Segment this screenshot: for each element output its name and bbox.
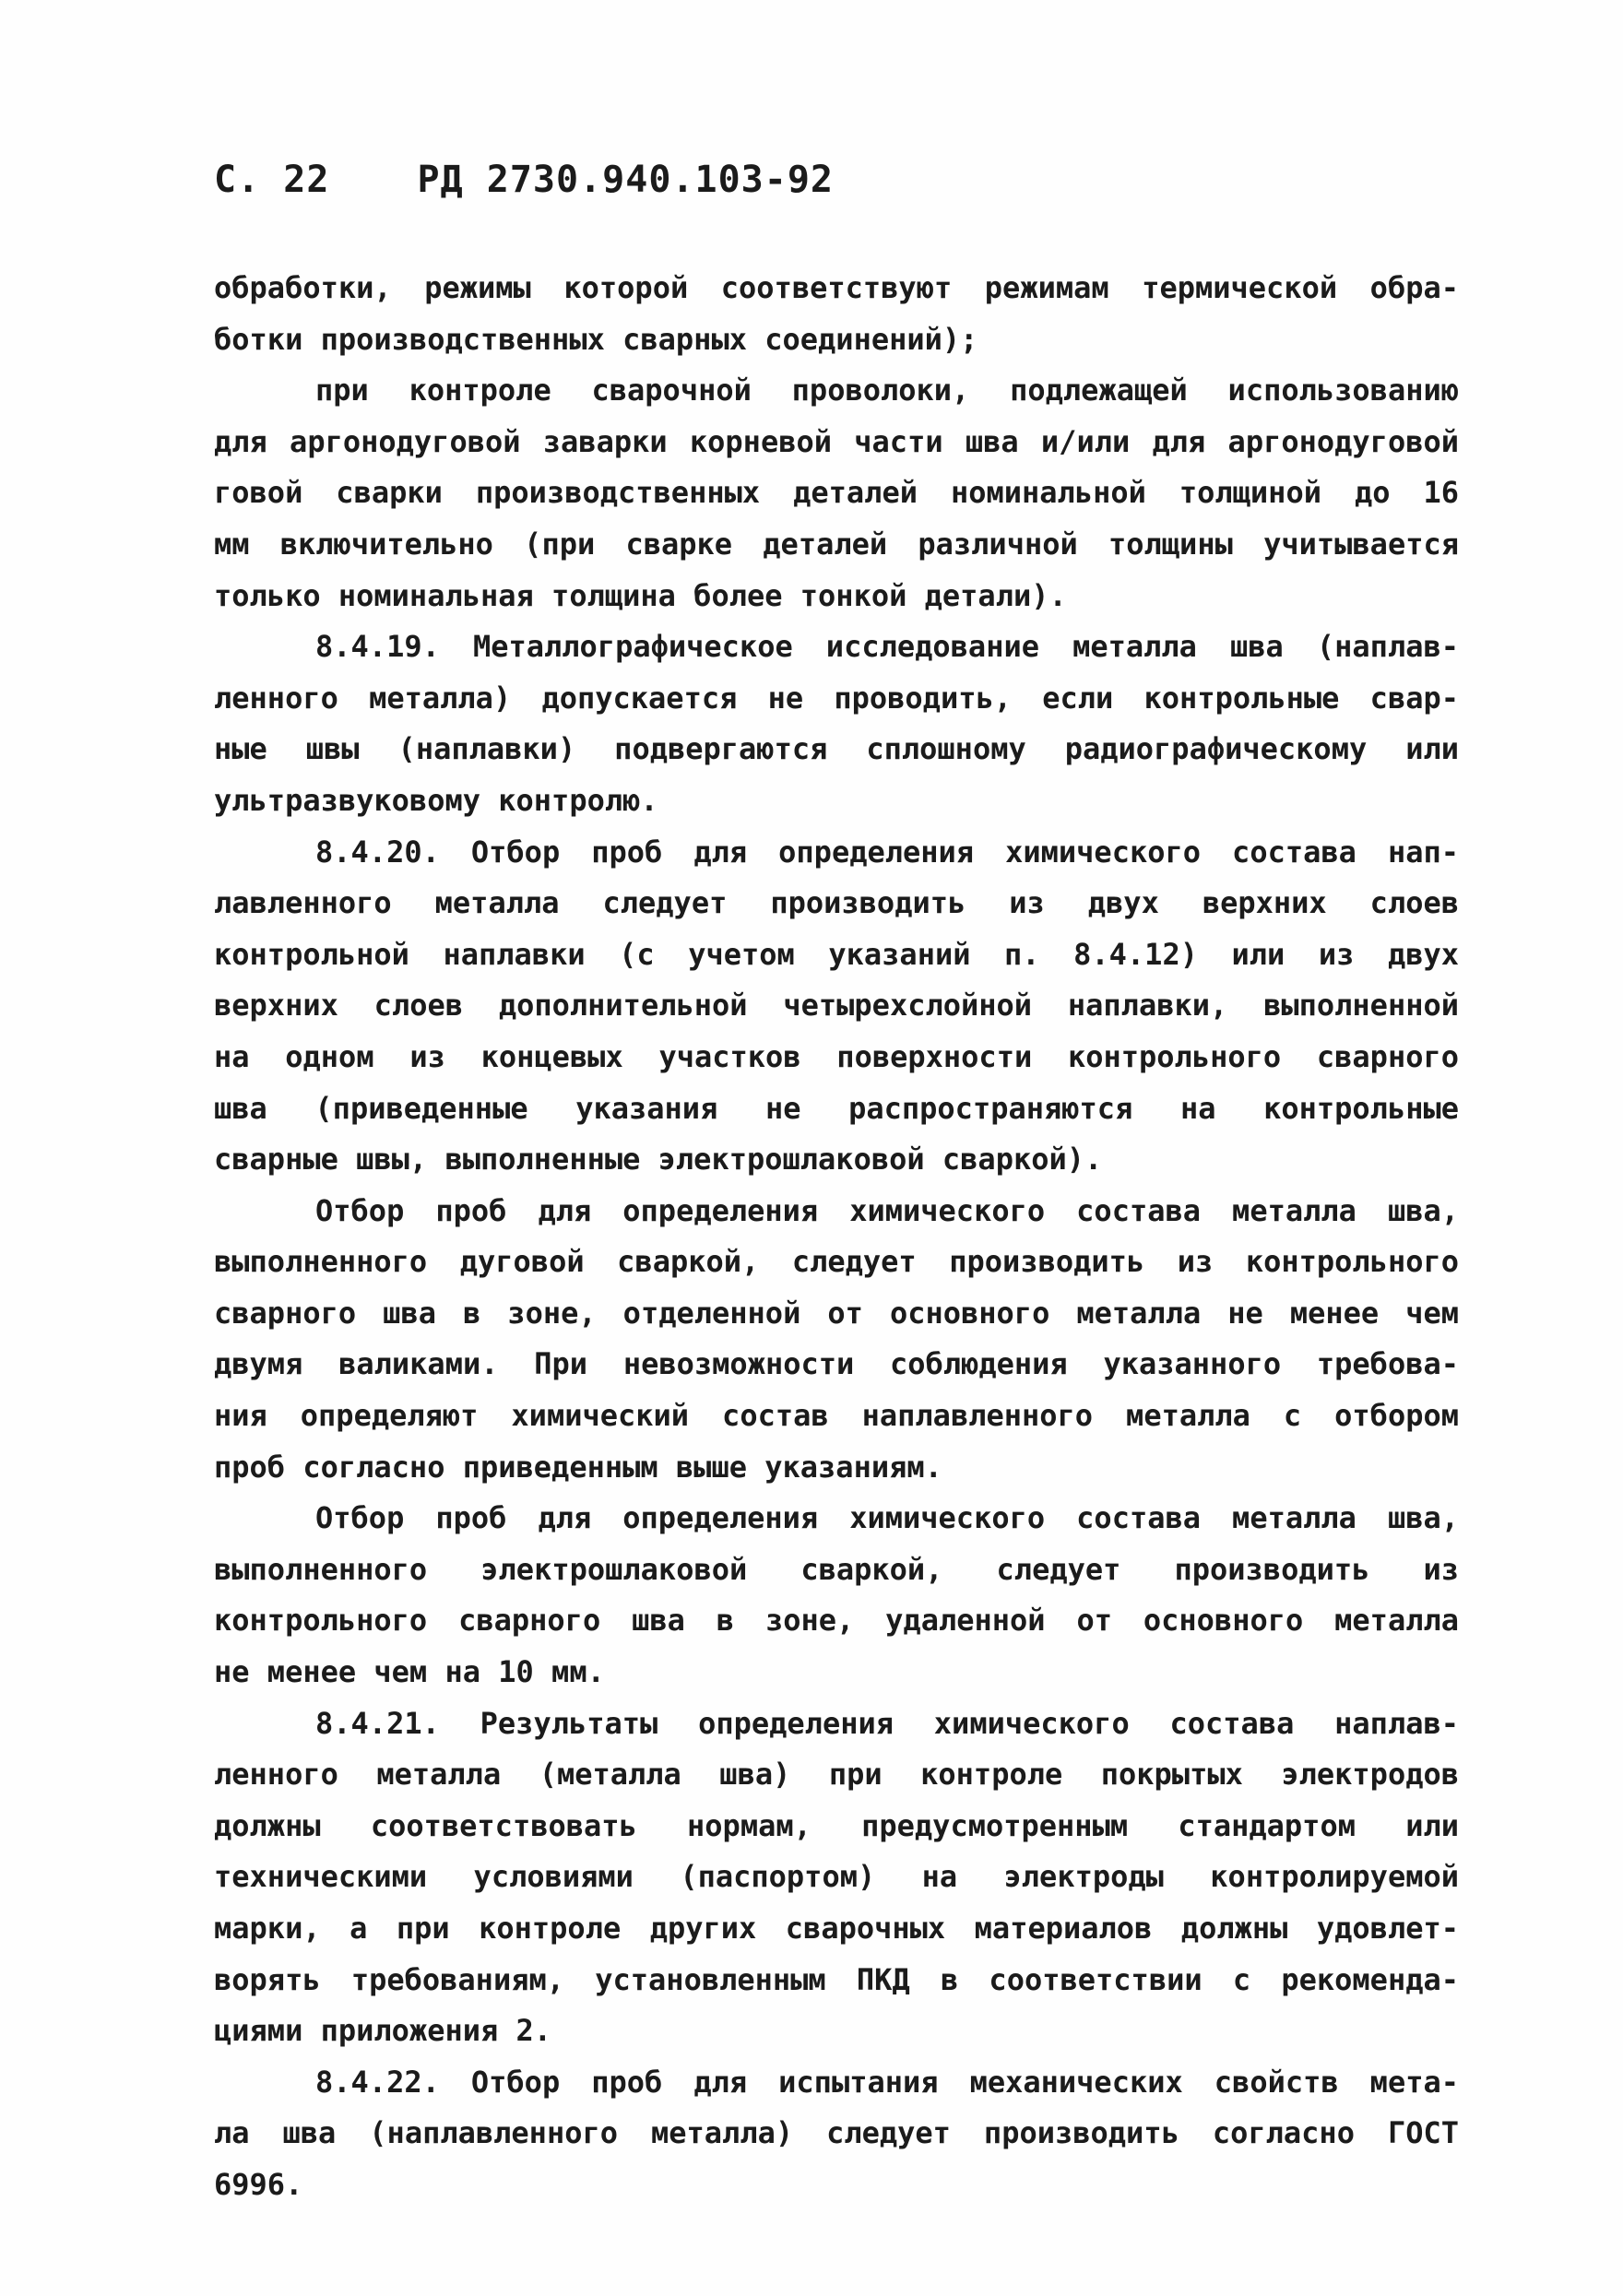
text-line: только номинальная толщина более тонкой детали). bbox=[214, 577, 1067, 613]
text-line: должны соответствовать нормам, предусмотренным стандартом или bbox=[214, 1807, 1459, 1843]
text-line: 6996. bbox=[214, 2166, 303, 2202]
text-line: для аргонодуговой заварки корневой части шва и/или для аргонодуговой bbox=[214, 423, 1459, 459]
text-line: выполненного дуговой сваркой, следует производить из контрольного bbox=[214, 1244, 1459, 1280]
text-line: мм включительно (при сварке деталей различной толщины учитывается bbox=[214, 526, 1459, 562]
text-line: марки, а при контроле других сварочных материалов должны удовлет- bbox=[214, 1911, 1459, 1946]
text-line: ные швы (наплавки) подвергаются сплошному радиографическому или bbox=[214, 731, 1459, 767]
text-line: обработки, режимы которой соответствуют режимам термической обра- bbox=[214, 270, 1459, 305]
text-line: ботки производственных сварных соединений); bbox=[214, 321, 978, 357]
text-line: 8.4.20. Отбор проб для определения химического состава нап- bbox=[315, 834, 1459, 870]
document-code: РД 2730.940.103-92 bbox=[417, 159, 834, 201]
text-line: циями приложения 2. bbox=[214, 2013, 552, 2049]
text-line: Отбор проб для определения химического состава металла шва, bbox=[315, 1500, 1459, 1536]
text-line: сварного шва в зоне, отделенной от основного металла не менее чем bbox=[214, 1295, 1459, 1331]
text-line: на одном из концевых участков поверхности контрольного сварного bbox=[214, 1038, 1459, 1074]
text-line: не менее чем на 10 мм. bbox=[214, 1654, 605, 1690]
text-line: 8.4.22. Отбор проб для испытания механических свойств мета- bbox=[315, 2064, 1459, 2100]
text-line: верхних слоев дополнительной четырехслойной наплавки, выполненной bbox=[214, 988, 1459, 1024]
text-line: техническими условиями (паспортом) на электроды контролируемой bbox=[214, 1859, 1459, 1895]
text-line: ленного металла (металла шва) при контроле покрытых электродов bbox=[214, 1757, 1459, 1793]
text-line: проб согласно приведенным выше указаниям. bbox=[214, 1449, 942, 1485]
text-line: ультразвуковому контролю. bbox=[214, 782, 658, 818]
text-line: ворять требованиям, установленным ПКД в соответствии с рекоменда- bbox=[214, 1961, 1459, 1997]
text-line: лавленного металла следует производить из двух верхних слоев bbox=[214, 885, 1459, 921]
document-body bbox=[214, 263, 1459, 2211]
text-line: при контроле сварочной проволоки, подлежащей использованию bbox=[315, 373, 1459, 408]
page-header bbox=[214, 159, 834, 201]
text-line: 8.4.19. Металлографическое исследование металла шва (наплав- bbox=[315, 629, 1459, 665]
text-line: контрольной наплавки (с учетом указаний п. 8.4.12) или из двух bbox=[214, 936, 1459, 972]
text-line: контрольного сварного шва в зоне, удаленной от основного металла bbox=[214, 1603, 1459, 1639]
text-line: сварные швы, выполненные электрошлаковой сваркой). bbox=[214, 1142, 1103, 1178]
text-line: ния определяют химический состав наплавленного металла с отбором bbox=[214, 1398, 1459, 1434]
text-line: выполненного электрошлаковой сваркой, следует производить из bbox=[214, 1551, 1459, 1587]
text-line: 8.4.21. Результаты определения химического состава наплав- bbox=[315, 1705, 1459, 1741]
text-line: ленного металла) допускается не проводить, если контрольные свар- bbox=[214, 680, 1459, 716]
text-line: Отбор проб для определения химического состава металла шва, bbox=[315, 1192, 1459, 1228]
text-line: шва (приведенные указания не распространяются на контрольные bbox=[214, 1090, 1459, 1126]
text-line: говой сварки производственных деталей номинальной толщиной до 16 bbox=[214, 475, 1459, 511]
text-line: ла шва (наплавленного металла) следует производить согласно ГОСТ bbox=[214, 2115, 1459, 2151]
page-number: С. 22 bbox=[214, 159, 330, 201]
text-line: двумя валиками. При невозможности соблюдения указанного требова- bbox=[214, 1346, 1459, 1382]
